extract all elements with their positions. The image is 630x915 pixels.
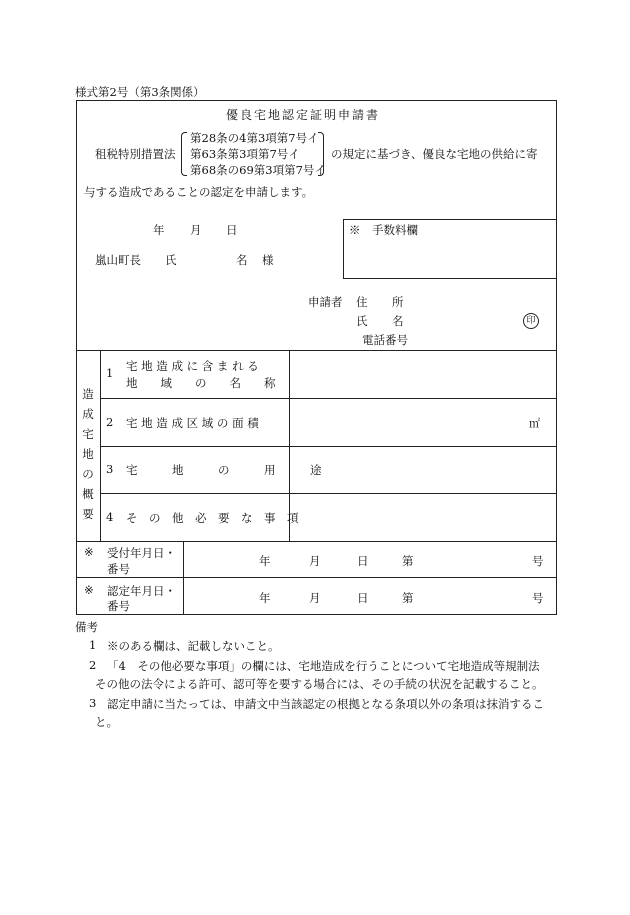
name-label-2: 名 xyxy=(392,314,404,328)
approval-year: 年 xyxy=(259,591,271,605)
law-article-2: 第63条第3項第7号イ xyxy=(190,147,300,161)
date-month: 月 xyxy=(190,223,202,237)
body-line-2: 与する造成であることの認定を申請します。 xyxy=(84,185,314,199)
law-article-3: 第68条の69第3項第7号イ xyxy=(190,163,326,177)
approval-label-1: 認定年月日・ xyxy=(107,584,176,598)
item-2-label: 宅 地 造 成 区 域 の 面 積 xyxy=(126,416,259,430)
frame-right xyxy=(556,100,557,615)
receipt-label-2: 番号 xyxy=(107,562,130,576)
body-line-1: の規定に基づき、優良な宅地の供給に寄 xyxy=(331,147,538,161)
receipt-label-1: 受付年月日・ xyxy=(107,546,176,560)
address-label-1: 住 xyxy=(356,295,368,309)
receipt-day: 日 xyxy=(357,554,369,568)
name-label-1: 氏 xyxy=(356,314,368,328)
row-line-1 xyxy=(100,398,556,399)
item-3-num: 3 xyxy=(106,462,114,476)
approval-mark: ※ xyxy=(84,583,94,597)
item-1-label-1: 宅 地 造 成 に 含 ま れ る xyxy=(126,359,259,373)
frame-bottom xyxy=(76,614,557,615)
note-2-text-2: その他の法令による許可、認可等を要する場合には、その手続の状況を記載すること。 xyxy=(95,677,544,691)
fee-label: ※ 手数料欄 xyxy=(349,223,418,237)
item-4-label: そ の 他 必 要 な 事 項 xyxy=(126,511,299,525)
date-year: 年 xyxy=(153,223,165,237)
phone-label: 電話番号 xyxy=(362,333,408,347)
fee-box-left xyxy=(343,219,344,278)
item-2-num: 2 xyxy=(106,415,114,429)
overview-label: 造 成 宅 地 の 概 要 xyxy=(82,387,94,521)
item-1-label-2: 地 域 の 名 称 xyxy=(126,376,276,390)
receipt-go: 号 xyxy=(532,554,544,568)
left-brace xyxy=(181,132,187,176)
addressee-name: 名 xyxy=(236,253,248,267)
row-line-2 xyxy=(100,446,556,447)
approval-label-2: 番号 xyxy=(107,599,130,613)
addressee-sama: 様 xyxy=(262,253,274,267)
table-bottom-line xyxy=(76,541,556,542)
item-3-label: 宅 地 の 用 途 xyxy=(126,463,322,477)
note-1-text: ※のある欄は、記載しないこと。 xyxy=(107,639,280,653)
item-4-num: 4 xyxy=(106,510,114,524)
note-3-text-2: と。 xyxy=(95,715,118,729)
item-1-num: 1 xyxy=(106,366,114,380)
address-label-2: 所 xyxy=(392,295,404,309)
form-number: 様式第2号（第3条関係） xyxy=(75,85,205,99)
seal-icon: 印 xyxy=(523,313,539,329)
note-3-num: 3 xyxy=(89,696,97,710)
note-1-num: 1 xyxy=(89,638,97,652)
fee-box-top xyxy=(343,219,556,220)
note-2-num: 2 xyxy=(89,658,97,672)
note-3-text-1: 認定申請に当たっては、申請文中当該認定の根拠となる条項以外の条項は抹消するこ xyxy=(107,697,544,711)
receipt-mark: ※ xyxy=(84,545,94,559)
office-row-line xyxy=(76,577,556,578)
fee-box-bottom xyxy=(343,278,556,279)
item-2-unit[interactable]: ㎡ xyxy=(529,417,540,430)
receipt-year: 年 xyxy=(259,554,271,568)
addressee-shi: 氏 xyxy=(165,253,177,267)
receipt-month: 月 xyxy=(309,554,321,568)
approval-day: 日 xyxy=(357,591,369,605)
law-name: 租税特別措置法 xyxy=(95,147,176,161)
approval-go: 号 xyxy=(532,591,544,605)
law-article-1: 第28条の4第3項第7号イ xyxy=(190,131,319,145)
applicant-label: 申請者 xyxy=(308,295,343,309)
note-2-text-1: 「4 その他必要な事項」の欄には、宅地造成を行うことについて宅地造成等規制法 xyxy=(107,659,540,673)
row-line-3 xyxy=(100,493,556,494)
table-top-line xyxy=(76,350,556,351)
addressee: 嵐山町長 xyxy=(95,253,141,267)
approval-dai: 第 xyxy=(402,591,414,605)
frame-left xyxy=(76,100,77,615)
receipt-dai: 第 xyxy=(402,554,414,568)
date-day: 日 xyxy=(226,223,238,237)
frame-top xyxy=(76,100,556,101)
approval-month: 月 xyxy=(309,591,321,605)
right-brace xyxy=(318,132,324,176)
form-title: 優良宅地認定証明申請書 xyxy=(226,108,381,122)
notes-title: 備考 xyxy=(75,620,98,634)
